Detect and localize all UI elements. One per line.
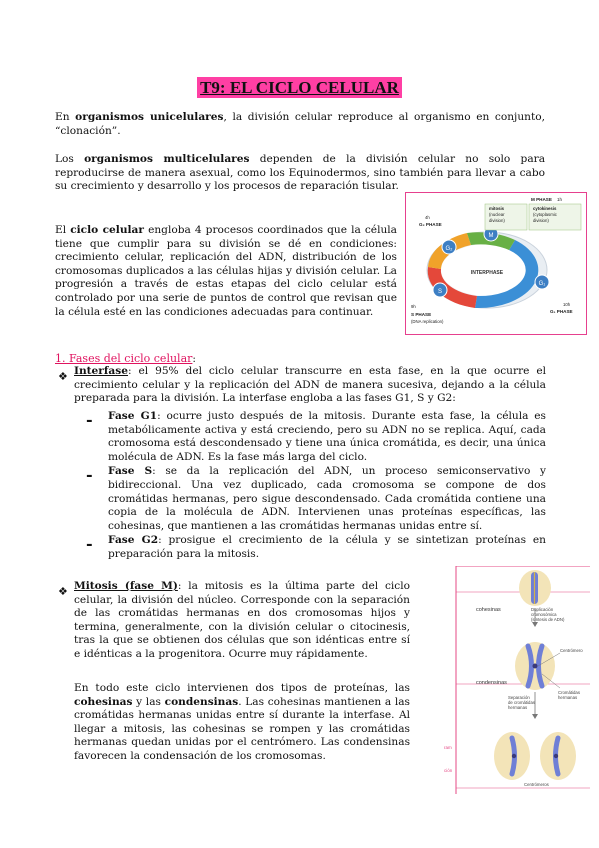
g1-badge: G₁ xyxy=(538,281,546,287)
interphase-label: INTERPHASE xyxy=(470,270,504,276)
svg-text:1h: 1h xyxy=(557,197,563,202)
g1-phase-label: G₁ PHASE xyxy=(550,309,573,314)
svg-text:9h: 9h xyxy=(411,304,416,309)
svg-text:(cytoplasmic: (cytoplasmic xyxy=(533,212,557,217)
mitosis-paragraph: Mitosis (fase M): la mitosis es la última parte del ciclo celular, la división del núcleo. Corresponde con la separación de las cromátidas hermanas en dos cromosomas hijos y termina, generalmente, con la división celular o citocinesis, tras la que se obtienen dos células que son idénticas entre sí e idénticas a la progenitora. Ocurre muy rápidamente. xyxy=(74,580,410,660)
svg-text:division): division) xyxy=(533,218,549,223)
m-phase-label: M PHASE xyxy=(531,197,552,202)
svg-text:10h: 10h xyxy=(563,302,571,307)
section-1-heading: 1. Fases del ciclo celular: xyxy=(55,352,196,365)
condensinas-label: condensinas xyxy=(476,680,507,686)
centromeros-label: Centrómeros xyxy=(524,782,549,787)
bullet-icon: ❖ xyxy=(58,585,68,598)
phase-list xyxy=(108,410,546,563)
s-badge: S xyxy=(437,289,443,295)
svg-text:ram: ram xyxy=(444,745,452,750)
svg-text:Separación: Separación xyxy=(508,695,530,700)
centromero-label: Centrómero xyxy=(560,648,583,653)
g2-badge: G₂ xyxy=(445,246,453,252)
proteins-paragraph: En todo este ciclo intervienen dos tipos de proteínas, las cohesinas y las condensinas. Las cohesinas mantienen a las cromátidas hermanas unidas entre sí durante la interfase. Al llegar a mitosis, las cohesinas se rompen y las cromátidas hermanas quedan unidas por el centrómero. Las condensinas favorecen la condensación de los cromosomas. xyxy=(74,682,410,762)
cell-cycle-diagram xyxy=(405,192,587,335)
g2-phase-label: G₂ PHASE xyxy=(419,222,442,227)
svg-text:(síntesis de ADN): (síntesis de ADN) xyxy=(531,617,565,622)
chromosome-diagram xyxy=(420,566,590,794)
cohesinas-label: cohesinas xyxy=(476,607,501,613)
svg-text:hermanas: hermanas xyxy=(508,705,528,710)
svg-text:mitosis: mitosis xyxy=(489,206,505,211)
intro-unicellular: En organismos unicelulares, la división celular reproduce al organismo en conjunto, “clonación”. xyxy=(55,111,545,137)
page-title xyxy=(0,78,599,98)
svg-text:cromosómica: cromosómica xyxy=(531,612,557,617)
title-text: T9: EL CICLO CELULAR xyxy=(197,77,402,98)
list-item-g1: - Fase G1: ocurre justo después de la mitosis. Durante esta fase, la célula es metabólicamente activa y está creciendo, pero su ADN no se replica. Aquí, cada cromosoma está descondensado y tiene una única cromátida, es decir, una única molécula de ADN. Es la fase más larga del ciclo. xyxy=(108,410,546,464)
svg-text:(nuclear: (nuclear xyxy=(489,212,505,217)
s-phase-label: S PHASE xyxy=(411,312,432,317)
list-item-g2: - Fase G2: prosigue el crecimiento de la célula y se sintetizan proteínas en preparación para la mitosis. xyxy=(108,534,546,561)
svg-text:de cromátidas: de cromátidas xyxy=(508,700,535,705)
list-item-s: - Fase S: se da la replicación del ADN, un proceso semiconservativo y bidireccional. Una vez duplicado, cada cromosoma se compone de dos cromátidas hermanas, pero sigue descondensado. Cada cromátida contiene una copia de la molécula de ADN. Intervienen unas proteínas específicas, las cohesinas, que mantienen a las cromátidas hermanas unidas entre sí. xyxy=(108,465,546,533)
svg-text:Cromátidas: Cromátidas xyxy=(558,690,580,695)
m-badge: M xyxy=(488,233,494,239)
svg-text:Duplicación: Duplicación xyxy=(531,607,554,612)
interfase-paragraph: Interfase: el 95% del ciclo celular transcurre en esta fase, en la que ocurre el crecimiento celular y la replicación del ADN de manera sucesiva, dejando a la célula preparada para la división. La interfase engloba a las fases G1, S y G2: xyxy=(74,365,546,405)
svg-text:(DNA replication): (DNA replication) xyxy=(411,319,444,324)
svg-text:hermanas: hermanas xyxy=(558,695,578,700)
intro-multicellular: Los organismos multicelulares dependen de la división celular no solo para reproducirse de manera asexual, como los Equinodermos, sino también para llevar a cabo su crecimiento y desarrollo y los procesos de reparación tisular. xyxy=(55,153,546,193)
bullet-icon: ❖ xyxy=(58,370,68,383)
svg-text:cytokinesis: cytokinesis xyxy=(533,206,557,211)
svg-text:ción: ción xyxy=(444,768,453,773)
svg-text:division): division) xyxy=(489,218,505,223)
intro-cell-cycle: El ciclo celular engloba 4 procesos coordinados que la célula tiene que cumplir para su división se dé en condiciones: crecimiento celular, replicación del ADN, distribución de los cromosomas duplicados a las células hijas y división celular. La progresión a través de estas etapas del ciclo celular está controlado por una serie de puntos de control que revisan que la célula esté en las condiciones adecuadas para continuar. xyxy=(55,224,397,318)
svg-text:4h: 4h xyxy=(425,215,430,220)
